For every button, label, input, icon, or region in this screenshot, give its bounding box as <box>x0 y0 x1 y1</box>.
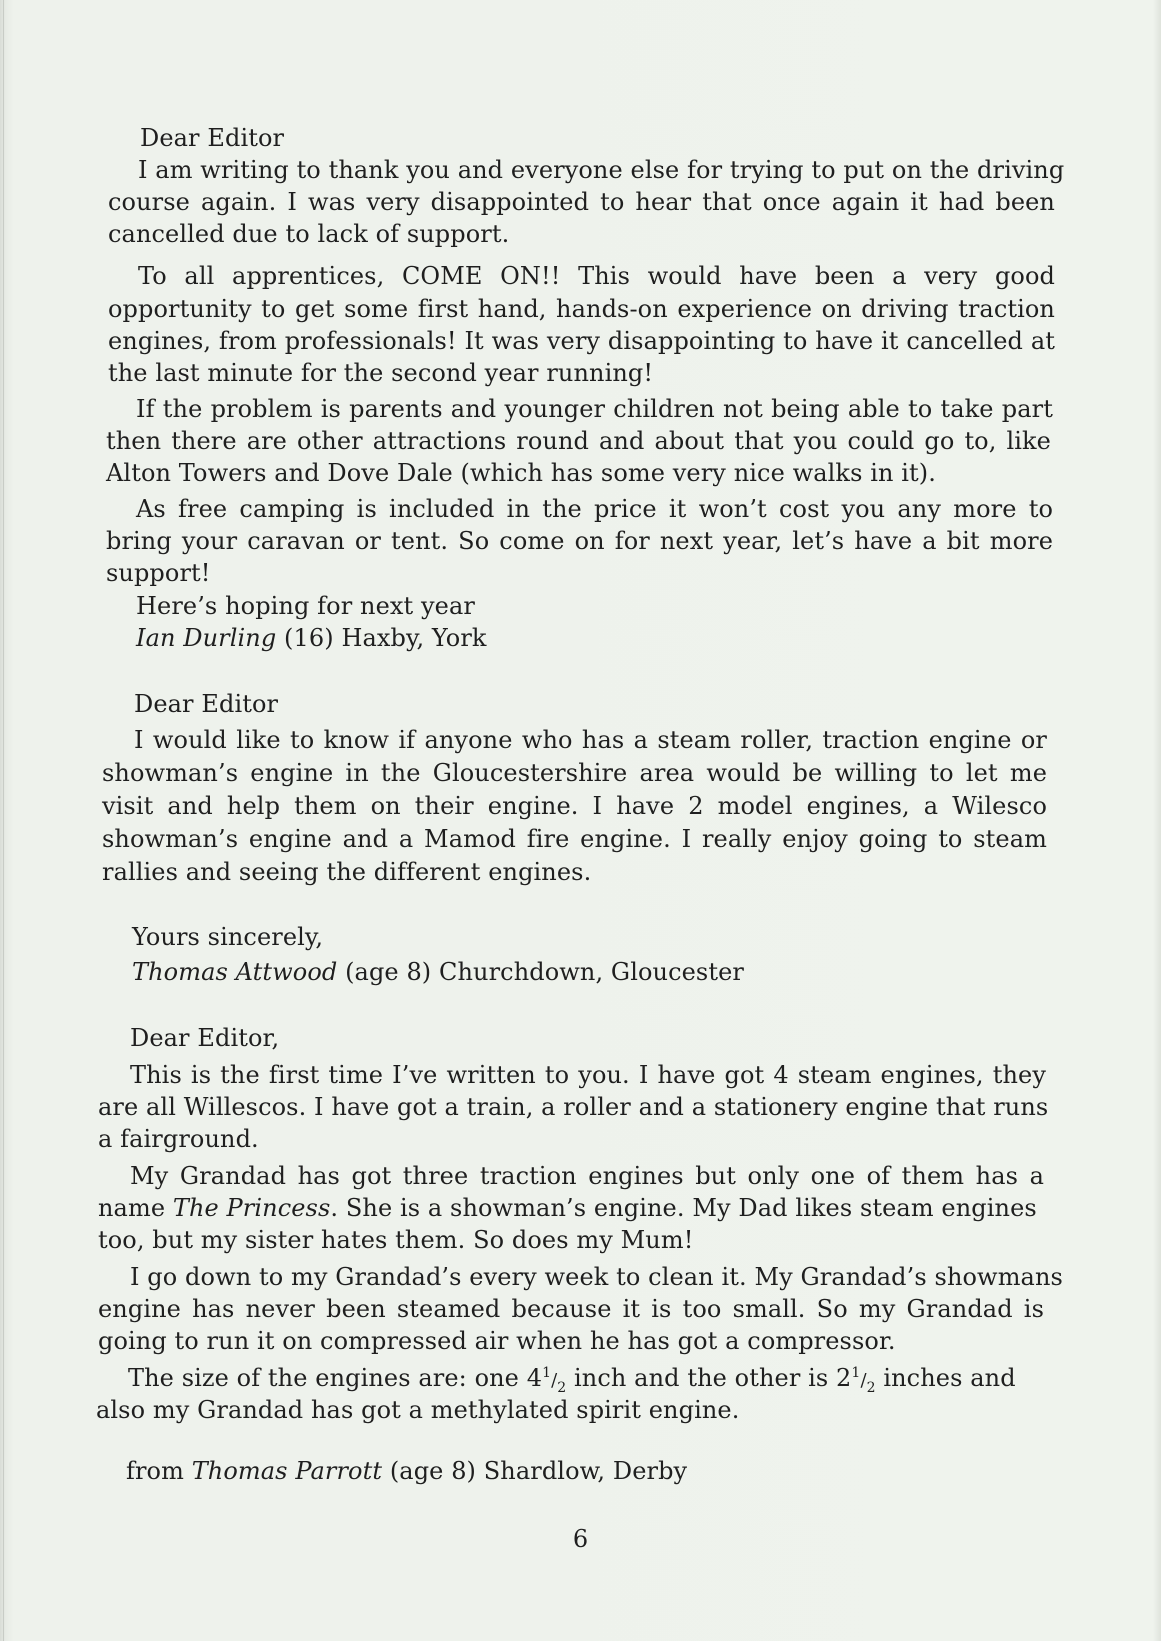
fraction-slash: / <box>551 1370 558 1391</box>
text-run: inch and the other is 2 <box>566 1364 852 1392</box>
signature-details: (16) Haxby, York <box>276 624 487 652</box>
paragraph-line: also my Grandad has got a methylated spirit engine. <box>96 1396 740 1424</box>
paragraph-line: the last minute for the second year running! <box>108 359 654 387</box>
paragraph-line: engine has never been steamed because it is too small. So my Grandad is <box>98 1295 1044 1323</box>
paragraph-line: Alton Towers and Dove Dale (which has some very nice walks in it). <box>106 459 936 487</box>
paragraph-line: My Grandad has got three traction engines but only one of them has a <box>130 1162 1044 1190</box>
signature-details: (age 8) Shardlow, Derby <box>382 1457 688 1485</box>
paragraph-line: course again. I was very disappointed to hear that once again it had been <box>108 188 1055 216</box>
paragraph-line: visit and help them on their engine. I have 2 model engines, a Wilesco <box>102 792 1047 820</box>
fraction-numerator: 1 <box>542 1365 552 1381</box>
paragraph-line: are all Willescos. I have got a train, a roller and a stationery engine that runs <box>98 1093 1049 1121</box>
closing: Yours sincerely, <box>132 923 324 951</box>
paragraph-line: showman’s engine in the Gloucestershire area would be willing to let me <box>102 759 1047 787</box>
salutation: Dear Editor, <box>130 1024 280 1052</box>
paragraph-line: To all apprentices, COME ON!! This would have been a very good <box>138 262 1055 290</box>
paragraph-line: As free camping is included in the price it won’t cost you any more to <box>136 495 1053 523</box>
text-run: name <box>98 1194 173 1222</box>
text-run: inches and <box>875 1364 1016 1392</box>
text-run: . She is a showman’s engine. My Dad likes steam engines <box>330 1194 1037 1222</box>
fraction-slash: / <box>860 1370 867 1391</box>
paragraph-line: This is the first time I’ve written to you. I have got 4 steam engines, they <box>130 1061 1046 1089</box>
signature <box>132 956 744 988</box>
signature-name: Thomas Parrott <box>191 1457 383 1485</box>
fraction-denominator: 2 <box>866 1379 876 1396</box>
paragraph-line: engines, from professionals! It was very disappointing to have it cancelled at <box>108 327 1055 355</box>
fraction-numerator: 1 <box>851 1365 861 1381</box>
paragraph-line: rallies and seeing the different engines. <box>102 858 592 886</box>
fraction-denominator: 2 <box>557 1379 567 1396</box>
signature-name: Ian Durling <box>136 624 277 652</box>
paragraph-line: a fairground. <box>98 1125 259 1153</box>
paragraph-line <box>98 1192 1044 1224</box>
salutation <box>0 0 1 1</box>
salutation: Dear Editor <box>134 690 279 718</box>
paragraph-line: support! <box>106 559 211 587</box>
signature-details: (age 8) Churchdown, Gloucester <box>337 958 744 986</box>
signature <box>126 1455 687 1487</box>
paragraph-line: If the problem is parents and younger children not being able to take part <box>136 395 1053 423</box>
text-run: The size of the engines are: one 4 <box>128 1364 543 1392</box>
salutation: Dear Editor <box>140 124 285 152</box>
engine-name: The Princess <box>172 1194 331 1222</box>
paragraph-line: going to run it on compressed air when he has got a compressor. <box>98 1327 896 1355</box>
signature-prefix: from <box>126 1457 192 1485</box>
paragraph-line: cancelled due to lack of support. <box>108 220 510 248</box>
paragraph-line: too, but my sister hates them. So does my Mum! <box>98 1226 694 1254</box>
paragraph-line: showman’s engine and a Mamod fire engine. I really enjoy going to steam <box>102 825 1047 853</box>
paragraph-line: I would like to know if anyone who has a steam roller, traction engine or <box>134 726 1047 754</box>
paragraph-line: I am writing to thank you and everyone else for trying to put on the driving <box>138 156 1065 184</box>
page-number: 6 <box>572 1525 589 1553</box>
paragraph-line <box>128 1362 1044 1394</box>
signature-name: Thomas Attwood <box>132 958 338 986</box>
closing: Here’s hoping for next year <box>136 592 475 620</box>
paragraph-line: bring your caravan or tent. So come on for next year, let’s have a bit more <box>106 527 1053 555</box>
paragraph-line: opportunity to get some first hand, hands-on experience on driving traction <box>108 295 1055 323</box>
signature <box>136 622 487 654</box>
paragraph-line: I go down to my Grandad’s every week to clean it. My Grandad’s showmans <box>130 1263 1063 1291</box>
paragraph-line: then there are other attractions round and about that you could go to, like <box>106 427 1051 455</box>
